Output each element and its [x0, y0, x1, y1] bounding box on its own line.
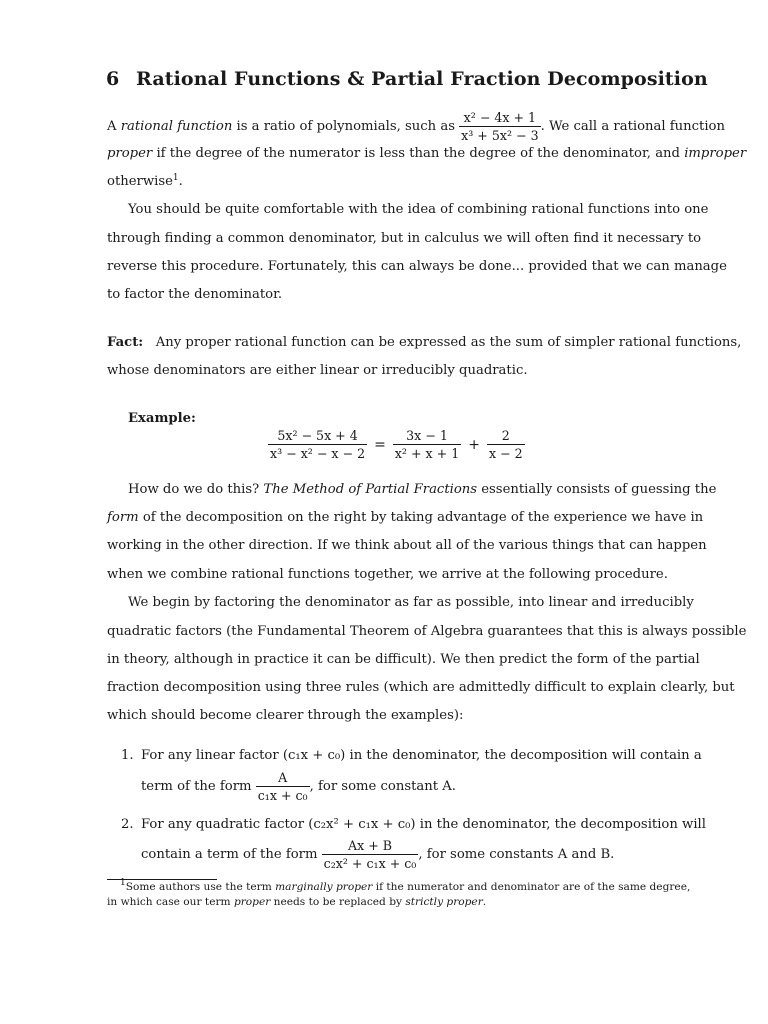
- rule-number: 2.: [121, 817, 134, 832]
- footnote-mark: 1: [120, 878, 126, 888]
- footnote-mark[interactable]: 1: [172, 173, 179, 183]
- section-heading: [106, 68, 708, 90]
- fact-text: Any proper rational function can be expressed as the sum of simpler rational functions,: [155, 335, 742, 350]
- rule2-fraction: [322, 838, 419, 871]
- rule-text: , for some constants A and B.: [418, 847, 615, 862]
- para4-line-3: in theory, although in practice it can be difficult). We then predict the form of the partial: [107, 652, 700, 667]
- rule2-line-1: For any quadratic factor (c₂x² + c₁x + c₀) in the denominator, the decomposition will: [141, 817, 706, 832]
- term-rational-function: rational function: [120, 119, 233, 134]
- rule2-line-2: [141, 838, 614, 871]
- intro-text: A: [107, 119, 121, 134]
- footnote-text: .: [482, 896, 487, 908]
- intro-text: is a ratio of polynomials, such as: [232, 119, 460, 134]
- example-term2-fraction: [487, 428, 525, 461]
- example-term1-fraction: [393, 428, 461, 461]
- fraction-numerator: A: [278, 770, 288, 785]
- fraction-numerator: 2: [501, 428, 510, 443]
- intro-text: otherwise: [107, 174, 173, 189]
- para2-line-1: You should be quite comfortable with the idea of combining rational functions into one: [128, 202, 709, 217]
- term-form: form: [107, 510, 139, 525]
- para2-line-4: to factor the denominator.: [107, 287, 283, 302]
- equals-sign: =: [374, 436, 386, 453]
- para4-line-2: quadratic factors (the Fundamental Theorem of Algebra guarantees that this is always possible: [107, 624, 747, 639]
- para2-line-2: through finding a common denominator, but in calculus we will often find it necessary to: [107, 231, 702, 246]
- section-number: 6: [106, 68, 120, 90]
- para3-text: essentially consists of guessing the: [477, 482, 717, 497]
- fact-line-2: whose denominators are either linear or irreducibly quadratic.: [107, 363, 528, 378]
- fact-line-1: [107, 329, 741, 357]
- intro-line-2: [107, 140, 746, 168]
- para3-line-4: when we combine rational functions together, we arrive at the following procedure.: [107, 567, 668, 582]
- term-marginally-proper: marginally proper: [275, 881, 373, 893]
- footnote-text: in which case our term: [107, 896, 234, 908]
- example-equation: [268, 428, 525, 461]
- fact-label: Fact:: [107, 335, 144, 350]
- intro-text: .: [178, 174, 183, 189]
- rule1-line-2: [141, 770, 456, 803]
- term-strictly-proper: strictly proper: [405, 896, 483, 908]
- section-title: Rational Functions & Partial Fraction Decomposition: [136, 68, 708, 90]
- term-improper: improper: [684, 146, 747, 161]
- fraction-numerator: 3x − 1: [406, 428, 448, 443]
- rule-text: , for some constant A.: [309, 779, 456, 794]
- example-fraction: [459, 110, 540, 143]
- example-label: Example:: [128, 411, 196, 426]
- fraction-denominator: x² + x + 1: [394, 446, 460, 461]
- example-lhs-fraction: [268, 428, 367, 461]
- para4-line-5: which should become clearer through the examples):: [107, 708, 464, 723]
- para3-text: How do we do this?: [128, 482, 264, 497]
- para3-line-3: working in the other direction. If we think about all of the various things that can happen: [107, 538, 707, 553]
- fraction-numerator: 5x² − 5x + 4: [277, 428, 358, 443]
- rule1-fraction: [256, 770, 310, 803]
- footnote-line-2: [107, 895, 486, 910]
- intro-text: if the degree of the numerator is less than the degree of the denominator, and: [152, 146, 685, 161]
- intro-line-1: [107, 110, 725, 143]
- fraction-denominator: x³ − x² − x − 2: [270, 446, 366, 461]
- para3-text: of the decomposition on the right by taking advantage of the experience we have in: [138, 510, 704, 525]
- term-proper: proper: [233, 896, 271, 908]
- term-proper: proper: [107, 146, 153, 161]
- rule-number: 1.: [121, 748, 134, 763]
- fraction-denominator: c₂x² + c₁x + c₀: [323, 856, 417, 871]
- fraction-denominator: x − 2: [488, 446, 523, 461]
- intro-text: . We call a rational function: [540, 119, 725, 134]
- fraction-denominator: x³ + 5x² − 3: [461, 128, 539, 143]
- footnote-line-1: [120, 880, 690, 895]
- fraction-numerator: Ax + B: [348, 838, 393, 853]
- intro-line-3: [107, 168, 183, 196]
- plus-sign: +: [468, 436, 480, 453]
- para4-line-1: We begin by factoring the denominator as far as possible, into linear and irreducibly: [128, 595, 694, 610]
- fraction-numerator: x² − 4x + 1: [463, 110, 537, 125]
- fraction-denominator: c₁x + c₀: [257, 788, 308, 803]
- footnote-text: if the numerator and denominator are of the same degree,: [372, 881, 691, 893]
- para2-line-3: reverse this procedure. Fortunately, this can always be done... provided that we can manage: [107, 259, 727, 274]
- footnote-text: needs to be replaced by: [270, 896, 406, 908]
- rule-text: contain a term of the form: [141, 847, 322, 862]
- para3-line-2: [107, 504, 703, 532]
- para3-line-1: [128, 476, 716, 504]
- rule1-line-1: For any linear factor (c₁x + c₀) in the denominator, the decomposition will contain a: [141, 748, 702, 763]
- footnote-text: Some authors use the term: [125, 881, 276, 893]
- term-method-partial-fractions: The Method of Partial Fractions: [263, 482, 478, 497]
- para4-line-4: fraction decomposition using three rules (which are admittedly difficult to explain clearly, but: [107, 680, 735, 695]
- rule-text: term of the form: [141, 779, 256, 794]
